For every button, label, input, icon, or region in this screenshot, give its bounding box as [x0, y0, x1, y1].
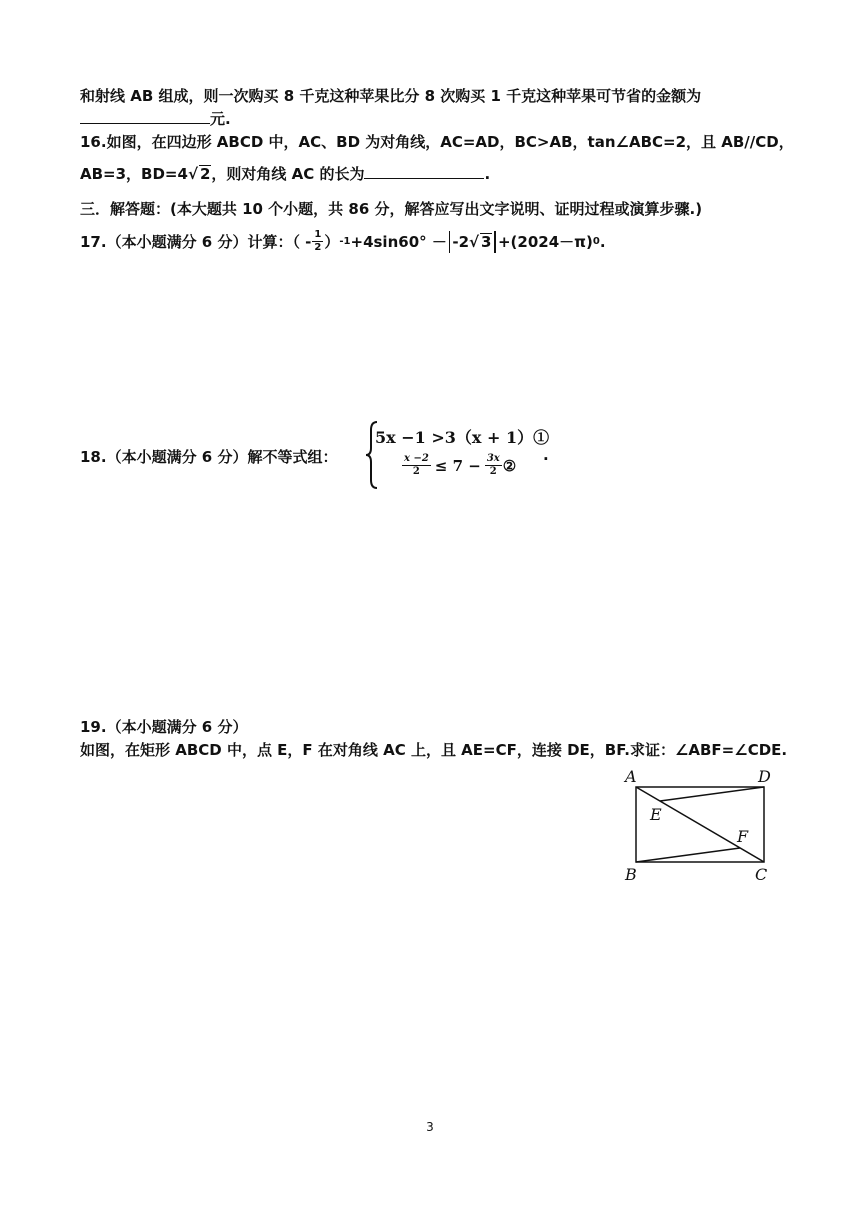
- q16-text-a: AB=3，BD=4: [80, 165, 188, 183]
- q19-label: 19.（本小题满分 6 分）: [80, 718, 248, 736]
- rectangle-figure: [615, 762, 785, 884]
- q15-line1: 和射线 AB 组成，则一次购买 8 千克这种苹果比分 8 次购买 1 千克这种苹果可节省的金额为: [80, 87, 702, 105]
- inequality-2: [401, 454, 516, 477]
- abs-bar-right: [494, 231, 496, 253]
- q15-unit: 元.: [210, 110, 231, 128]
- label-a: A: [625, 767, 637, 786]
- segment-bf: [636, 848, 740, 862]
- q16-line2: [80, 163, 490, 184]
- q15-line2: [80, 108, 231, 129]
- diagonal-ac: [636, 787, 764, 862]
- answer-blank[interactable]: [80, 109, 210, 124]
- section-heading: 三．解答题：(本大题共 10 个小题，共 86 分，解答应写出文字说明、证明过程或演算步骤.): [80, 200, 703, 218]
- segment-de: [660, 787, 764, 801]
- page-number: 3: [426, 1120, 434, 1134]
- eq2-mid: ≤ 7 −: [434, 456, 481, 475]
- label-c: C: [755, 865, 768, 884]
- eq2-mark: ②: [502, 456, 517, 475]
- sqrt-symbol: √: [469, 232, 480, 251]
- label-f: F: [737, 827, 749, 846]
- label-d: D: [758, 767, 771, 786]
- label-b: B: [625, 865, 637, 884]
- q17-exp0: 0: [592, 236, 600, 247]
- q17-abs-pre: -2: [452, 232, 470, 251]
- q16-line1: 16.如图，在四边形 ABCD 中，AC、BD 为对角线，AC=AD，BC>AB，tan∠ABC=2，且 AB//CD，: [80, 133, 794, 151]
- label-e: E: [650, 805, 662, 824]
- q16-end: .: [484, 165, 491, 183]
- q17-end: .: [599, 232, 606, 251]
- eq2-fraction-1: $\frac{x -2}{2}$: [404, 453, 429, 477]
- q18-end: .: [543, 446, 549, 464]
- q19-text: 如图，在矩形 ABCD 中，点 E，F 在对角线 AC 上，且 AE=CF，连接 DE，BF.求证：∠ABF=∠CDE.: [80, 741, 788, 759]
- q16-sqrt-radicand: 2: [199, 165, 211, 183]
- sqrt-symbol: √: [187, 165, 198, 183]
- eq2-fraction-2: $\frac{3x}{2}$: [486, 453, 500, 477]
- answer-blank[interactable]: [364, 164, 484, 179]
- abs-bar-left: [449, 231, 451, 253]
- q17-part4: +(2024－π): [497, 233, 593, 251]
- q17-fraction: $\frac{1}{2}$: [314, 229, 322, 253]
- q17-paren: ）: [324, 233, 340, 251]
- q18-label: 18.（本小题满分 6 分）解不等式组：: [80, 448, 338, 466]
- q17-label: 17.（本小题满分 6 分）计算：（ -: [80, 233, 312, 251]
- q17-exp: -1: [339, 236, 351, 247]
- inequality-system: [365, 420, 565, 490]
- q17-abs-radicand: 3: [481, 232, 492, 251]
- q16-text-b: ，则对角线 AC 的长为: [211, 165, 365, 183]
- q17-part3: +4sin60° －: [350, 233, 447, 251]
- inequality-1: 5x −1 >3（x + 1）①: [375, 428, 550, 447]
- q17: [80, 230, 606, 253]
